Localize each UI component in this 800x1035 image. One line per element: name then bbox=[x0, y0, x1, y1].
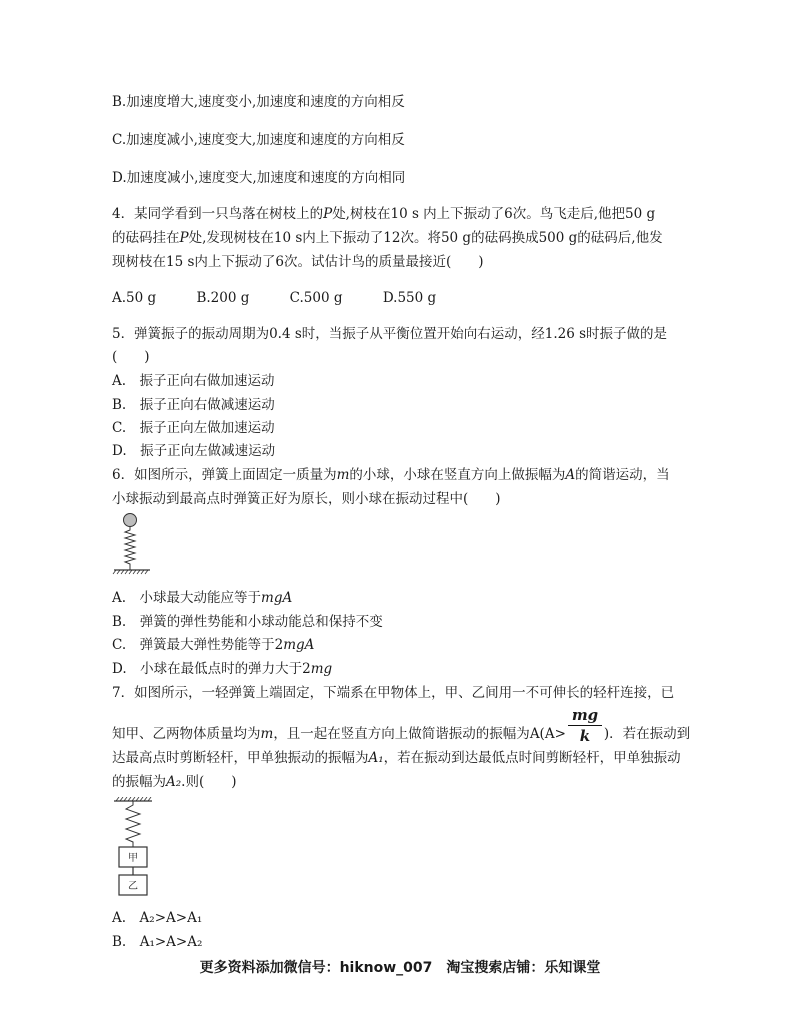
footer-note: 更多资料添加微信号：hiknow_007 淘宝搜索店铺：乐知课堂 bbox=[199, 960, 601, 976]
block-jia-label: 甲 bbox=[128, 853, 138, 864]
spring-ball-figure bbox=[110, 512, 154, 578]
q5-option-c: C. 振子正向左做加速运动 bbox=[112, 420, 275, 436]
q7-option-a: A. A₂>A>A₁ bbox=[112, 910, 203, 926]
q6-option-c: C. 弹簧最大弹性势能等于2mgA bbox=[112, 637, 315, 653]
fraction-numerator: mg bbox=[571, 706, 599, 724]
q5-text-line2: ( ) bbox=[112, 349, 150, 365]
q6-text-line1: 6．如图所示，弹簧上面固定一质量为m的小球，小球在竖直方向上做振幅为A的简谐运动，当 bbox=[112, 467, 670, 483]
q4-option-b: B.200 g bbox=[196, 290, 250, 306]
q3-option-b: B.加速度增大,速度变小,加速度和速度的方向相反 bbox=[112, 94, 405, 110]
q7-option-b: B. A₁>A>A₂ bbox=[112, 934, 203, 950]
q5-option-a: A. 振子正向右做加速运动 bbox=[112, 373, 275, 389]
q5-option-b: B. 振子正向右做减速运动 bbox=[112, 397, 275, 413]
q4-options bbox=[112, 288, 472, 308]
q7-text-line4: 的振幅为A₂.则( ) bbox=[112, 774, 237, 790]
spring-two-blocks-figure bbox=[110, 797, 160, 901]
q6-option-d: D. 小球在最低点时的弹力大于2mg bbox=[112, 661, 333, 677]
mg-over-k-fraction bbox=[568, 706, 602, 745]
q3-option-d: D.加速度减小,速度变大,加速度和速度的方向相同 bbox=[112, 170, 406, 186]
q4-text-line3: 现树枝在15 s内上下振动了6次。试估计鸟的质量最接近( ) bbox=[112, 254, 484, 270]
q3-option-c: C.加速度减小,速度变大,加速度和速度的方向相反 bbox=[112, 132, 405, 148]
q7-text-line2: 知甲、乙两物体质量均为m，且一起在竖直方向上做简谐振动的振幅为A(A> )．若在振动到 bbox=[112, 726, 691, 742]
q6-option-b: B. 弹簧的弹性势能和小球动能总和保持不变 bbox=[112, 614, 383, 630]
q5-option-d: D. 振子正向左做减速运动 bbox=[112, 443, 276, 459]
spring-icon bbox=[126, 801, 140, 847]
q4-text-line1: 4．某同学看到一只鸟落在树枝上的P处,树枝在10 s 内上下振动了6次。鸟飞走后,他把50 g bbox=[112, 206, 656, 222]
block-yi-label: 乙 bbox=[128, 881, 138, 892]
q7-text-line1: 7．如图所示，一轻弹簧上端固定，下端系在甲物体上，甲、乙间用一不可伸长的轻杆连接，已 bbox=[112, 685, 675, 701]
q4-option-d: D.550 g bbox=[382, 290, 437, 306]
q6-option-a: A. 小球最大动能应等于mgA bbox=[112, 590, 293, 606]
spring-icon bbox=[125, 527, 135, 570]
q6-text-line2: 小球振动到最高点时弹簧正好为原长，则小球在振动过程中( ) bbox=[112, 491, 501, 507]
q7-text-line3: 达最高点时剪断轻杆，甲单独振动的振幅为A₁，若在振动到达最低点时间剪断轻杆，甲单独振动 bbox=[112, 750, 681, 766]
fraction-denominator: k bbox=[579, 727, 591, 745]
q4-text-line2: 的砝码挂在P处,发现树枝在10 s内上下振动了12次。将50 g的砝码换成500 g的砝码后,他发 bbox=[112, 230, 663, 246]
q4-option-c: C.500 g bbox=[289, 290, 343, 306]
q5-text-line1: 5．弹簧振子的振动周期为0.4 s时，当振子从平衡位置开始向右运动，经1.26 s时振子做的是 bbox=[112, 326, 668, 342]
ball-icon bbox=[124, 514, 137, 527]
q4-option-a: A.50 g bbox=[112, 290, 157, 306]
